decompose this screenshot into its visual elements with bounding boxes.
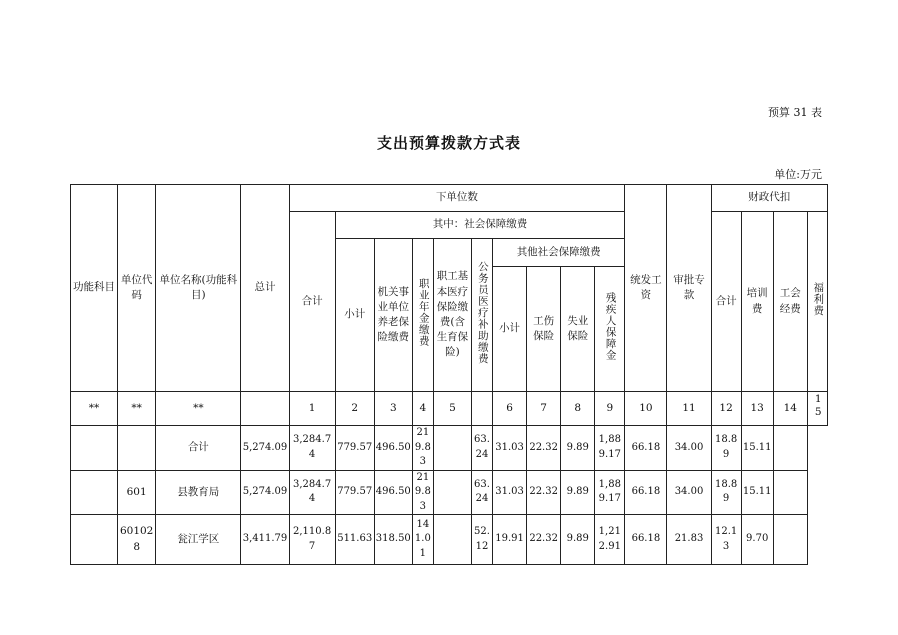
value-cell: 34.00 <box>667 426 711 471</box>
header-unit-code: 单位代码 <box>118 185 156 392</box>
value-cell: 1,889.17 <box>595 470 625 515</box>
unit-name-cell: 合计 <box>156 426 241 471</box>
value-cell: 9.89 <box>561 470 595 515</box>
unit-name-cell: 瓮江学区 <box>156 515 241 565</box>
index-cell: 9 <box>595 392 625 426</box>
table-row <box>71 426 828 471</box>
header-lower-units: 下单位数 <box>289 185 625 212</box>
index-cell: 8 <box>561 392 595 426</box>
value-cell: 2,110.87 <box>289 515 335 565</box>
value-cell: 22.32 <box>527 470 561 515</box>
table-row <box>71 470 828 515</box>
value-cell <box>433 426 471 471</box>
index-cell: ** <box>118 392 156 426</box>
value-cell: 12.13 <box>711 515 741 565</box>
index-cell: 11 <box>667 392 711 426</box>
value-cell: 3,284.74 <box>289 426 335 471</box>
index-cell: ** <box>71 392 118 426</box>
value-cell: 1,889.17 <box>595 426 625 471</box>
header-unit-name: 单位名称(功能科目) <box>156 185 241 392</box>
value-cell: 34.00 <box>667 470 711 515</box>
index-cell: 10 <box>625 392 667 426</box>
value-cell: 219.83 <box>412 470 433 515</box>
header-approved-fund: 审批专款 <box>667 185 711 392</box>
index-cell <box>241 392 289 426</box>
value-cell: 19.91 <box>493 515 527 565</box>
unit-label: 单位:万元 <box>774 168 822 181</box>
column-index-row <box>71 392 828 426</box>
value-cell: 9.70 <box>741 515 773 565</box>
value-cell: 31.03 <box>493 426 527 471</box>
header-total: 总计 <box>241 185 289 392</box>
value-cell: 219.83 <box>412 426 433 471</box>
header-other-subtotal: 小计 <box>493 267 527 392</box>
value-cell: 5,274.09 <box>241 426 289 471</box>
index-cell: 6 <box>493 392 527 426</box>
value-cell <box>773 426 807 471</box>
value-cell: 779.57 <box>335 426 374 471</box>
value-cell: 1,212.91 <box>595 515 625 565</box>
value-cell: 15.11 <box>741 470 773 515</box>
value-cell: 511.63 <box>335 515 374 565</box>
index-cell: 13 <box>741 392 773 426</box>
value-cell: 318.50 <box>374 515 412 565</box>
value-cell: 66.18 <box>625 426 667 471</box>
index-cell: 7 <box>527 392 561 426</box>
header-unemployment: 失业保险 <box>561 267 595 392</box>
header-func-subject: 功能科目 <box>71 185 118 392</box>
index-cell: 12 <box>711 392 741 426</box>
value-cell <box>433 515 471 565</box>
header-social-subtotal: 小计 <box>335 239 374 392</box>
value-cell: 496.50 <box>374 426 412 471</box>
header-fiscal-total: 合计 <box>711 212 741 392</box>
value-cell: 496.50 <box>374 470 412 515</box>
value-cell: 31.03 <box>493 470 527 515</box>
header-other-social: 其他社会保障缴费 <box>493 239 625 267</box>
value-cell: 63.24 <box>471 426 492 471</box>
page-title: 支出预算拨款方式表 <box>376 134 521 152</box>
value-cell: 9.89 <box>561 515 595 565</box>
index-cell: 3 <box>374 392 412 426</box>
budget-allocation-table <box>70 184 828 565</box>
index-cell: 14 <box>773 392 807 426</box>
header-union: 工会经费 <box>773 212 807 392</box>
value-cell: 21.83 <box>667 515 711 565</box>
value-cell: 3,284.74 <box>289 470 335 515</box>
value-cell: 3,411.79 <box>241 515 289 565</box>
index-cell: 2 <box>335 392 374 426</box>
func-subject-cell <box>71 515 118 565</box>
index-cell <box>471 392 492 426</box>
header-fiscal-deduct: 财政代扣 <box>711 185 827 212</box>
header-unified-salary: 统发工资 <box>625 185 667 392</box>
header-disability: 残疾人保障金 <box>595 267 625 392</box>
value-cell <box>773 515 807 565</box>
value-cell <box>773 470 807 515</box>
index-cell: ** <box>156 392 241 426</box>
value-cell: 141.01 <box>412 515 433 565</box>
index-cell: 5 <box>433 392 471 426</box>
index-cell: 4 <box>412 392 433 426</box>
header-medical: 职工基本医疗保险缴费(含生育保险) <box>433 239 471 392</box>
value-cell <box>433 470 471 515</box>
table-number-label: 预算 31 表 <box>768 106 822 119</box>
func-subject-cell <box>71 426 118 471</box>
header-training: 培训费 <box>741 212 773 392</box>
unit-code-cell: 601028 <box>118 515 156 565</box>
value-cell: 66.18 <box>625 515 667 565</box>
value-cell: 779.57 <box>335 470 374 515</box>
value-cell: 18.89 <box>711 426 741 471</box>
header-welfare: 福利费 <box>807 212 827 392</box>
value-cell: 22.32 <box>527 515 561 565</box>
header-injury: 工伤保险 <box>527 267 561 392</box>
unit-code-cell <box>118 426 156 471</box>
value-cell: 52.12 <box>471 515 492 565</box>
index-cell: 1 <box>289 392 335 426</box>
value-cell: 15.11 <box>741 426 773 471</box>
header-lower-total: 合计 <box>289 212 335 392</box>
unit-code-cell: 601 <box>118 470 156 515</box>
unit-name-cell: 县教育局 <box>156 470 241 515</box>
index-cell: 15 <box>807 392 827 426</box>
value-cell: 22.32 <box>527 426 561 471</box>
header-annuity: 职业年金缴费 <box>412 239 433 392</box>
func-subject-cell <box>71 470 118 515</box>
value-cell: 5,274.09 <box>241 470 289 515</box>
header-pension: 机关事业单位养老保险缴费 <box>374 239 412 392</box>
value-cell: 66.18 <box>625 470 667 515</box>
value-cell: 9.89 <box>561 426 595 471</box>
table-row <box>71 515 828 565</box>
header-social-security: 其中：社会保障缴费 <box>335 212 625 239</box>
value-cell: 18.89 <box>711 470 741 515</box>
header-civil-medical: 公务员医疗补助缴费 <box>471 239 492 392</box>
value-cell: 63.24 <box>471 470 492 515</box>
